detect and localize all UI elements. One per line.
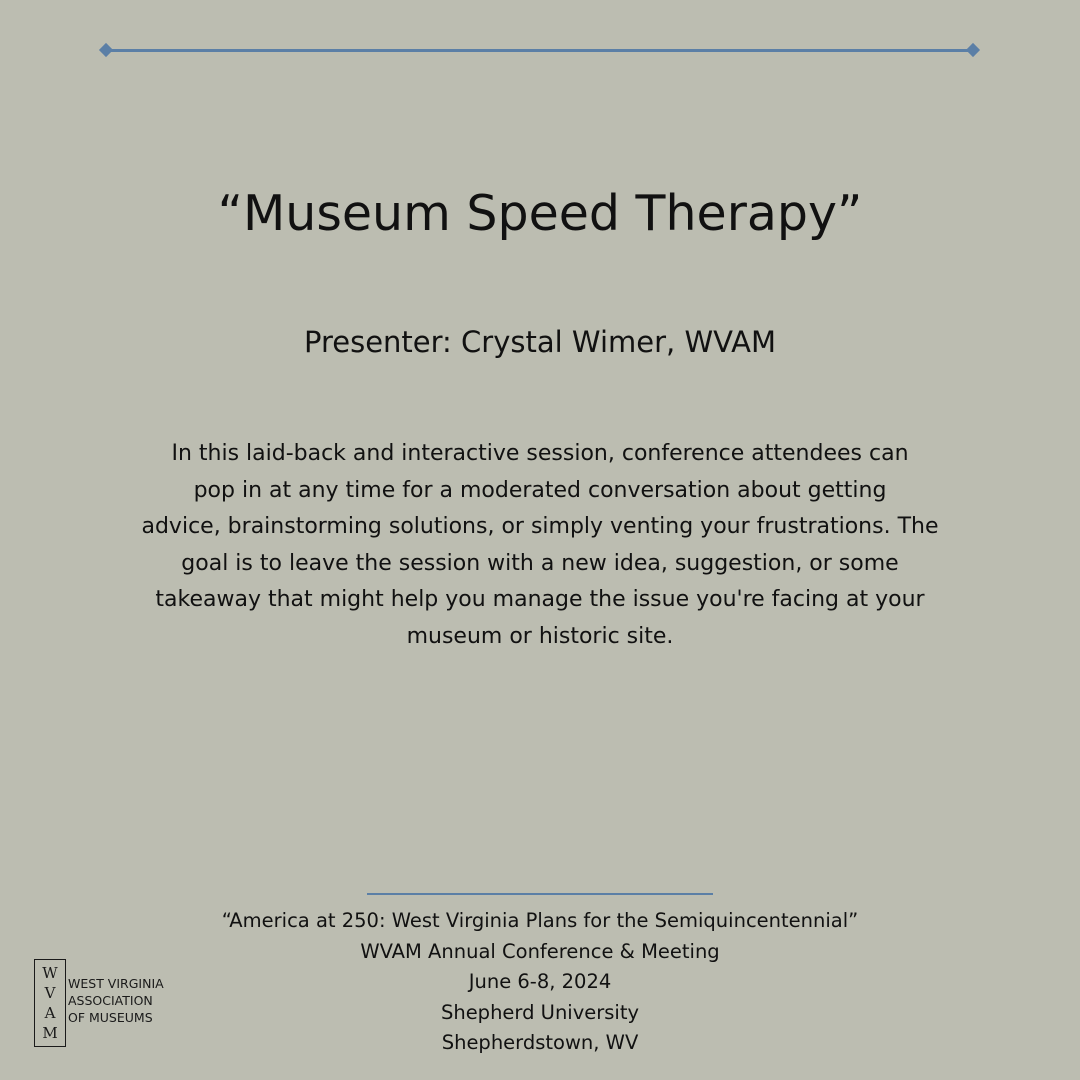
conference-dates: June 6-8, 2024 (468, 970, 612, 993)
presenter-line: Presenter: Crystal Wimer, WVAM (304, 325, 776, 359)
description-line: goal is to leave the session with a new idea, suggestion, or some (181, 550, 899, 576)
description-line: advice, brainstorming solutions, or simply venting your frustrations. The (141, 514, 939, 539)
logo-letter: A (44, 1003, 56, 1022)
wvam-logo-wordmark (68, 975, 164, 1026)
conference-location: Shepherdstown, WV (441, 1031, 639, 1054)
description-line: museum or historic site. (406, 623, 674, 649)
footer-divider-line (367, 893, 713, 895)
logo-letter: V (44, 983, 56, 1002)
top-divider-line (104, 49, 976, 52)
conference-venue: Shepherd University (440, 1000, 640, 1024)
diamond-left-ornament (99, 43, 113, 57)
logo-text-line: OF MUSEUMS (68, 1010, 153, 1025)
logo-text-line: WEST VIRGINIA (68, 976, 164, 991)
description-line: In this laid-back and interactive session, conference attendees can (171, 441, 909, 466)
description-line: takeaway that might help you manage the issue you're facing at your (155, 587, 925, 612)
logo-letter: M (42, 1023, 58, 1042)
conference-theme: “America at 250: West Virginia Plans for the Semiquincentennial” (221, 909, 859, 932)
logo-text-line: ASSOCIATION (68, 993, 153, 1008)
wvam-logo (34, 959, 164, 1049)
wvam-logo-monogram (34, 959, 66, 1047)
logo-letter: W (42, 963, 58, 982)
conference-name: WVAM Annual Conference & Meeting (360, 939, 720, 963)
session-description (80, 436, 1000, 655)
session-title: “Museum Speed Therapy” (217, 185, 863, 242)
diamond-right-ornament (966, 43, 980, 57)
description-line: pop in at any time for a moderated conversation about getting (193, 477, 887, 503)
